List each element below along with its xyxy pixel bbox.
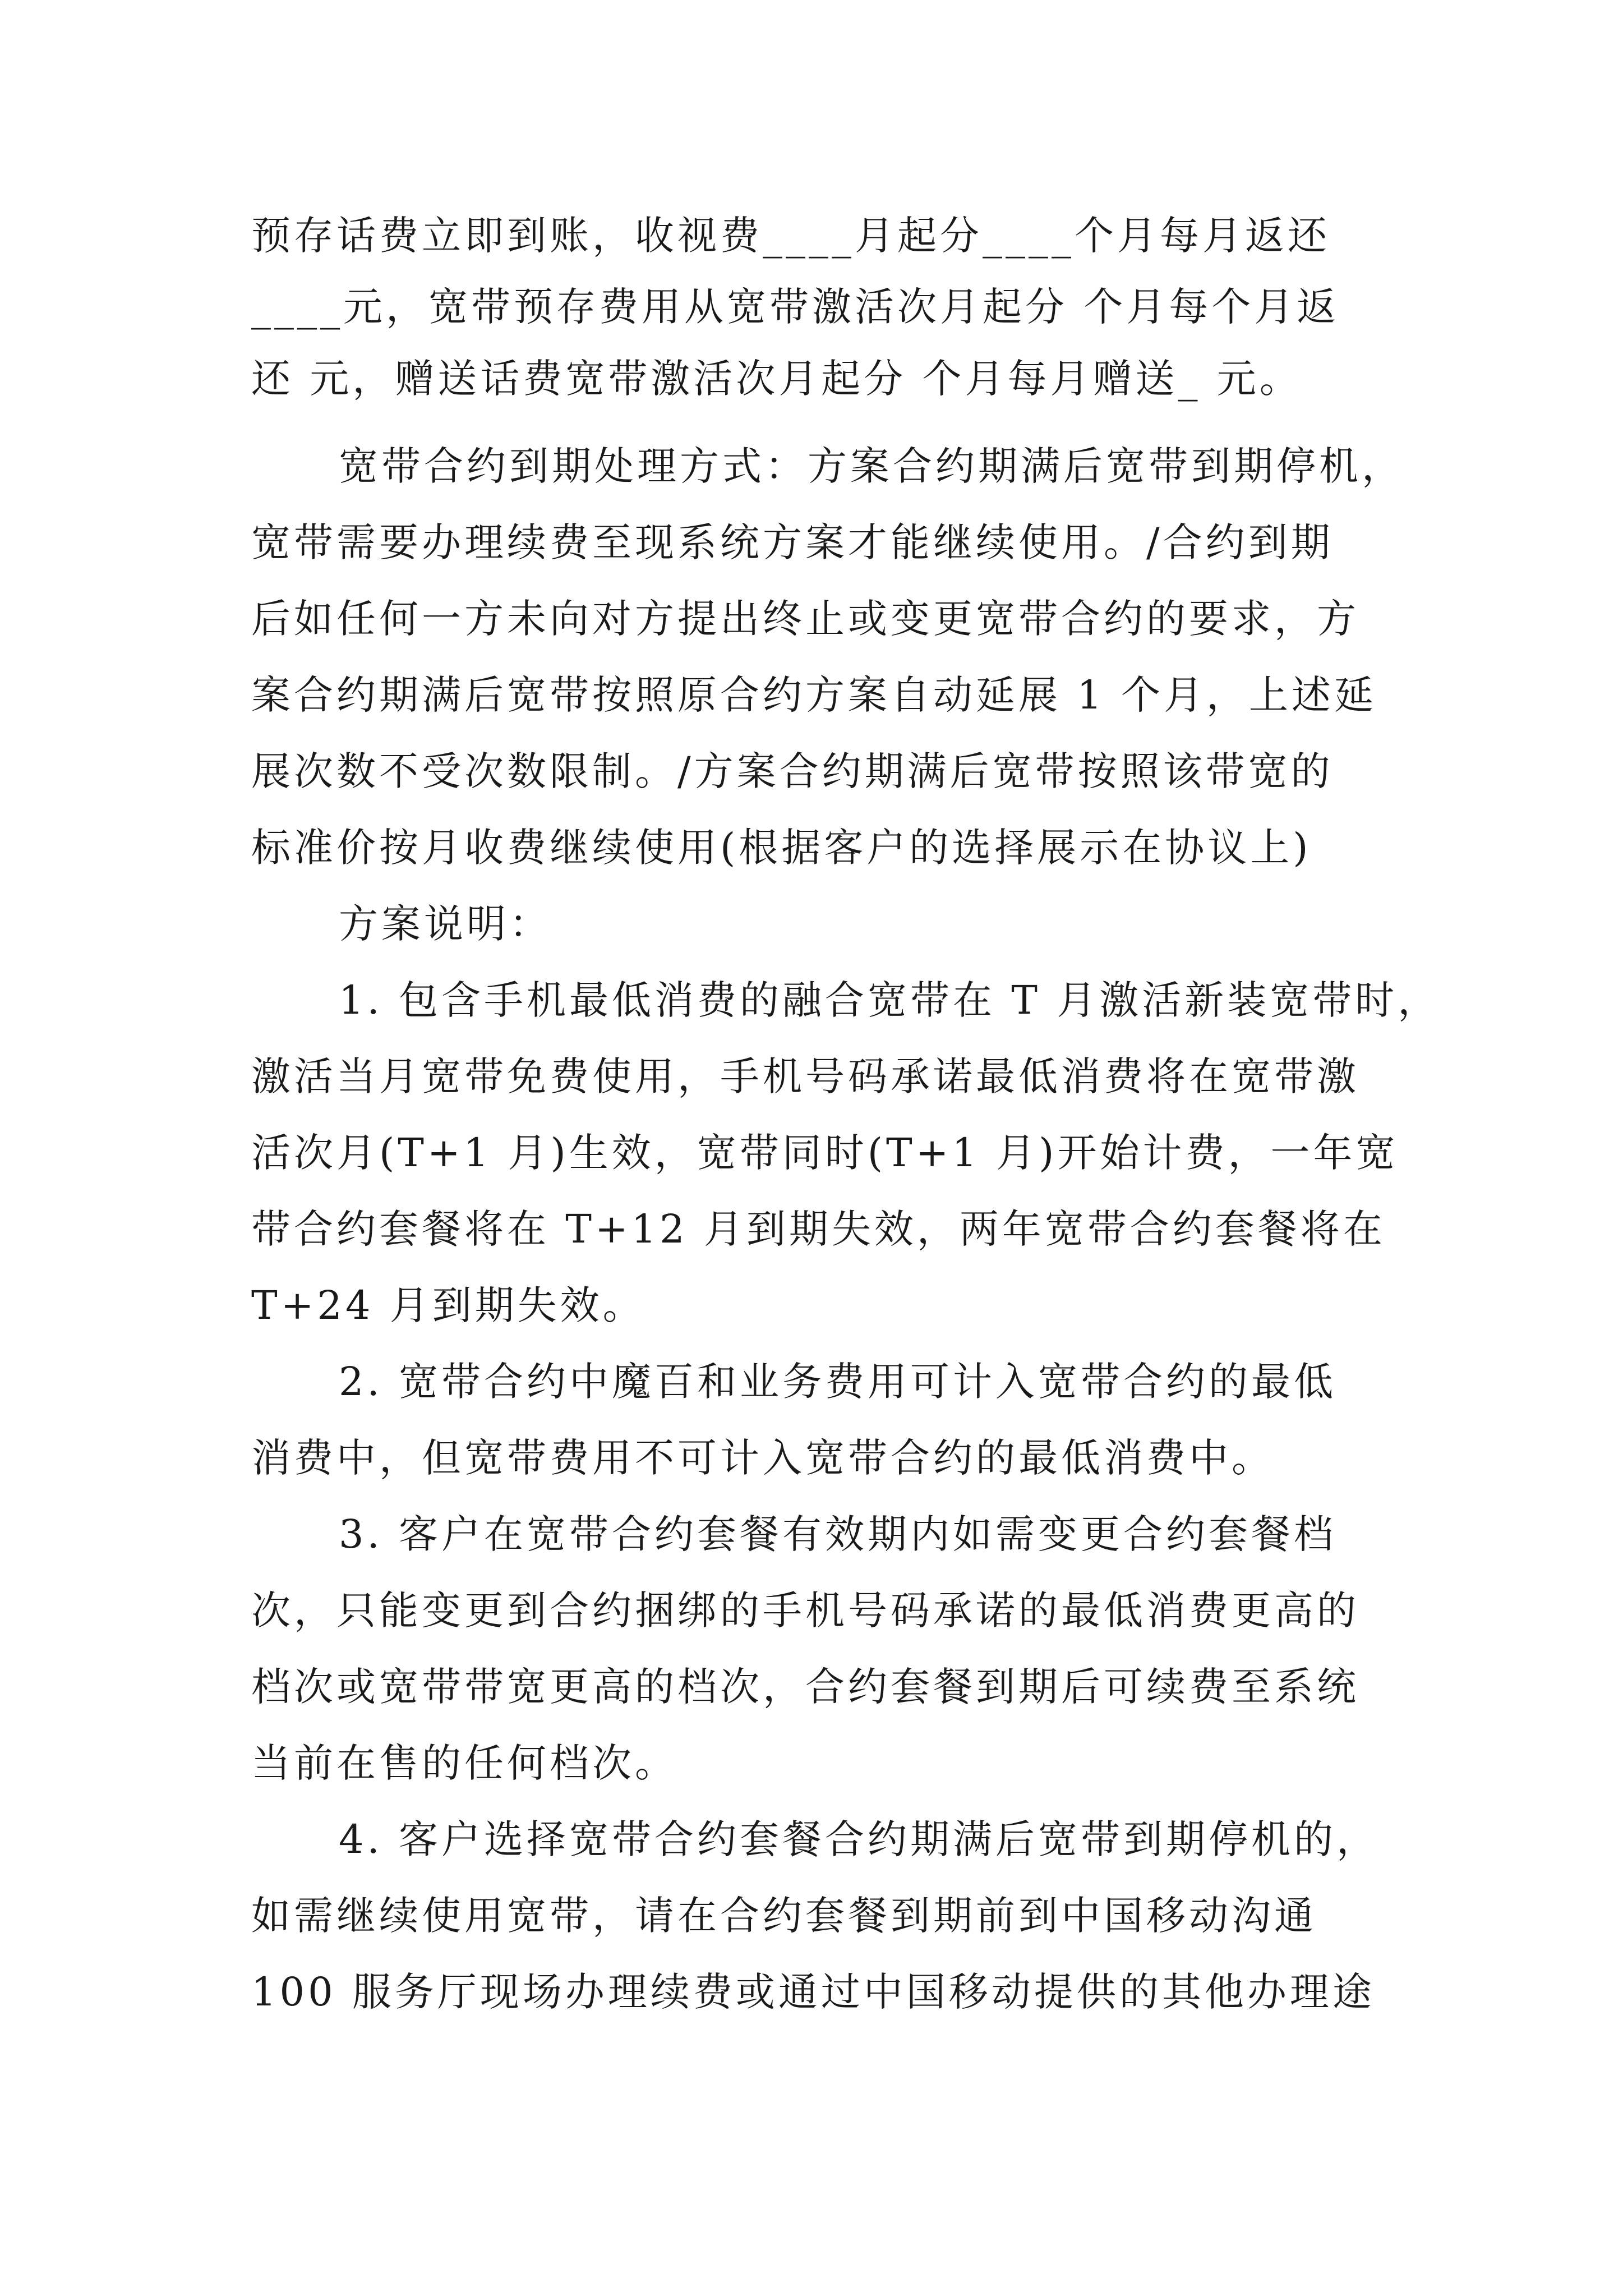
text-line-13: 活次月(T+1 月)生效，宽带同时(T+1 月)开始计费，一年宽 — [251, 1130, 1399, 1176]
text-line-9: 标准价按月收费继续使用(根据客户的选择展示在协议上) — [251, 825, 1312, 871]
text-line-18: 3. 客户在宽带合约套餐有效期内如需变更合约套餐档 — [339, 1511, 1337, 1557]
section-heading: 方案说明： — [339, 901, 552, 947]
text-line-23: 如需继续使用宽带，请在合约套餐到期前到中国移动沟通 — [251, 1893, 1317, 1939]
text-line-12: 激活当月宽带免费使用，手机号码承诺最低消费将在宽带激 — [251, 1053, 1359, 1099]
text-line-6: 后如任何一方未向对方提出终止或变更宽带合约的要求，方 — [251, 596, 1359, 642]
text-line-15: T+24 月到期失效。 — [251, 1282, 645, 1328]
text-line-2: ____元，宽带预存费用从宽带激活次月起分 个月每个月返 — [251, 284, 1340, 330]
text-line-19: 次，只能变更到合约捆绑的手机号码承诺的最低消费更高的 — [251, 1588, 1359, 1634]
text-line-7: 案合约期满后宽带按照原合约方案自动延展 1 个月，上述延 — [251, 672, 1377, 718]
text-line-5: 宽带需要办理续费至现系统方案才能继续使用。/合约到期 — [251, 519, 1334, 565]
text-line-20: 档次或宽带带宽更高的档次，合约套餐到期后可续费至系统 — [251, 1664, 1359, 1710]
text-line-8: 展次数不受次数限制。/方案合约期满后宽带按照该带宽的 — [251, 748, 1334, 794]
text-line-1: 预存话费立即到账，收视费____月起分____个月每月返还 — [251, 213, 1330, 259]
text-line-21: 当前在售的任何档次。 — [251, 1740, 677, 1786]
text-line-11: 1. 包含手机最低消费的融合宽带在 T 月激活新装宽带时， — [339, 977, 1441, 1023]
text-line-16: 2. 宽带合约中魔百和业务费用可计入宽带合约的最低 — [339, 1359, 1337, 1405]
text-line-22: 4. 客户选择宽带合约套餐合约期满后宽带到期停机的， — [339, 1816, 1380, 1862]
text-line-3: 还 元，赠送话费宽带激活次月起分 个月每月赠送_ 元。 — [251, 356, 1302, 402]
text-line-24: 100 服务厅现场办理续费或通过中国移动提供的其他办理途 — [251, 1969, 1375, 2015]
text-line-17: 消费中，但宽带费用不可计入宽带合约的最低消费中。 — [251, 1435, 1274, 1481]
text-line-4: 宽带合约到期处理方式：方案合约期满后宽带到期停机， — [339, 443, 1404, 489]
text-line-14: 带合约套餐将在 T+12 月到期失效，两年宽带合约套餐将在 — [251, 1206, 1386, 1252]
